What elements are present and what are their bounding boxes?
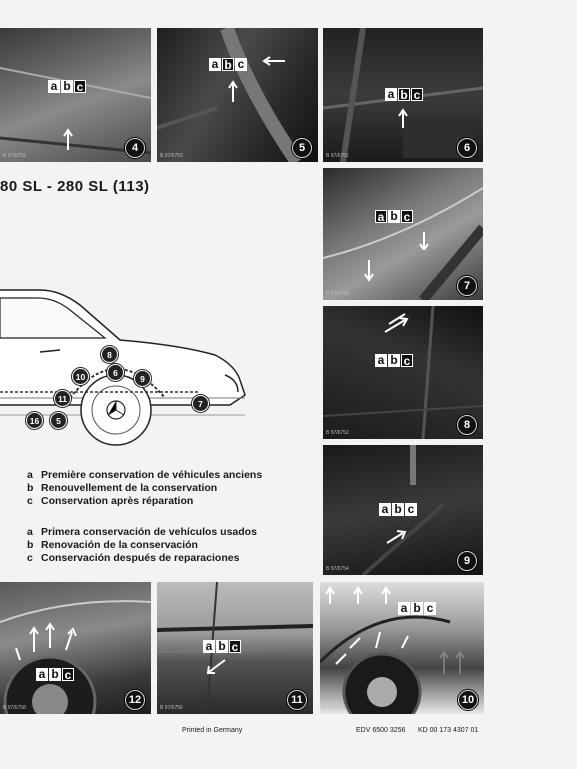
- legend-row: b Renovación de la conservación: [27, 539, 198, 551]
- arrow-icon: [385, 529, 407, 545]
- arrow-icon: [418, 230, 430, 250]
- photo-number: 9: [457, 551, 477, 571]
- photo-code: B 97/6753: [3, 153, 26, 159]
- badge-5: 5: [50, 412, 67, 429]
- footer-printed: Printed in Germany: [182, 727, 243, 734]
- abc-marker: a b c: [398, 602, 436, 615]
- footer-edv: EDV 6500 3256: [356, 727, 406, 734]
- photo-10: [320, 582, 484, 714]
- arrow-icon: [363, 258, 375, 282]
- photo-number: 6: [457, 138, 477, 158]
- arrow-icon: [261, 54, 287, 68]
- photo-code: B 97/6751: [326, 153, 349, 159]
- photo-code: B 97/6757: [323, 705, 346, 711]
- abc-marker: a b c: [48, 80, 86, 93]
- photo-code: B 97/6758: [3, 705, 26, 711]
- abc-marker: a b c: [375, 354, 413, 367]
- legend-row: c Conservación después de reparaciones: [27, 552, 240, 564]
- photo-code: B 97/6752: [326, 430, 349, 436]
- photo-code: B 97/6750: [326, 291, 349, 297]
- photo-4: [0, 28, 151, 162]
- photo-number: 10: [458, 690, 478, 710]
- badge-10: 10: [72, 368, 89, 385]
- arrow-icon: [14, 620, 84, 665]
- badge-16: 16: [26, 412, 43, 429]
- abc-marker: a b c: [375, 210, 413, 223]
- photo-8: [323, 306, 483, 439]
- photo-11: [157, 582, 313, 714]
- photo-12: [0, 582, 151, 714]
- photo-number: 11: [287, 690, 307, 710]
- model-title: 80 SL - 280 SL (113): [0, 178, 150, 195]
- photo-9: [323, 445, 483, 575]
- abc-marker: a b c: [36, 668, 74, 681]
- legend-row: b Renouvellement de la conservation: [27, 482, 218, 494]
- abc-marker: a b c: [209, 58, 247, 71]
- legend-spanish: [27, 526, 257, 565]
- photo-code: B 97/6754: [326, 566, 349, 572]
- photo-code: B 97/6753: [160, 153, 183, 159]
- legend-row: c Conservation après réparation: [27, 495, 194, 507]
- arrow-icon: [227, 80, 239, 104]
- photo-number: 8: [457, 415, 477, 435]
- photo-number: 7: [457, 276, 477, 296]
- abc-marker: a b c: [203, 640, 241, 653]
- legend-row: a Primera conservación de vehículos usados: [27, 526, 257, 538]
- footer-kd: KD 00 173 4307 01: [418, 727, 479, 734]
- badge-7: 7: [192, 395, 209, 412]
- arrow-icon: [383, 312, 413, 334]
- photo-7: [323, 168, 483, 300]
- photo-6: [323, 28, 483, 162]
- photo-code: B 97/6756: [160, 705, 183, 711]
- badge-9: 9: [134, 370, 151, 387]
- legend-french: [27, 469, 262, 508]
- arrow-icon: [205, 658, 227, 676]
- badge-11: 11: [54, 390, 71, 407]
- badge-8: 8: [101, 346, 118, 363]
- arrow-icon: [324, 586, 394, 606]
- photo-number: 4: [125, 138, 145, 158]
- abc-marker: a b c: [379, 503, 417, 516]
- photo-5: [157, 28, 318, 162]
- photo-number: 5: [292, 138, 312, 158]
- arrow-icon: [397, 108, 409, 130]
- abc-marker: a b c: [385, 88, 423, 101]
- legend-row: a Première conservation de véhicules anciens: [27, 469, 263, 481]
- arrow-icon: [62, 128, 74, 152]
- badge-6: 6: [107, 364, 124, 381]
- arrow-icon: [438, 648, 478, 676]
- arrow-icon: [330, 626, 420, 666]
- photo-number: 12: [125, 690, 145, 710]
